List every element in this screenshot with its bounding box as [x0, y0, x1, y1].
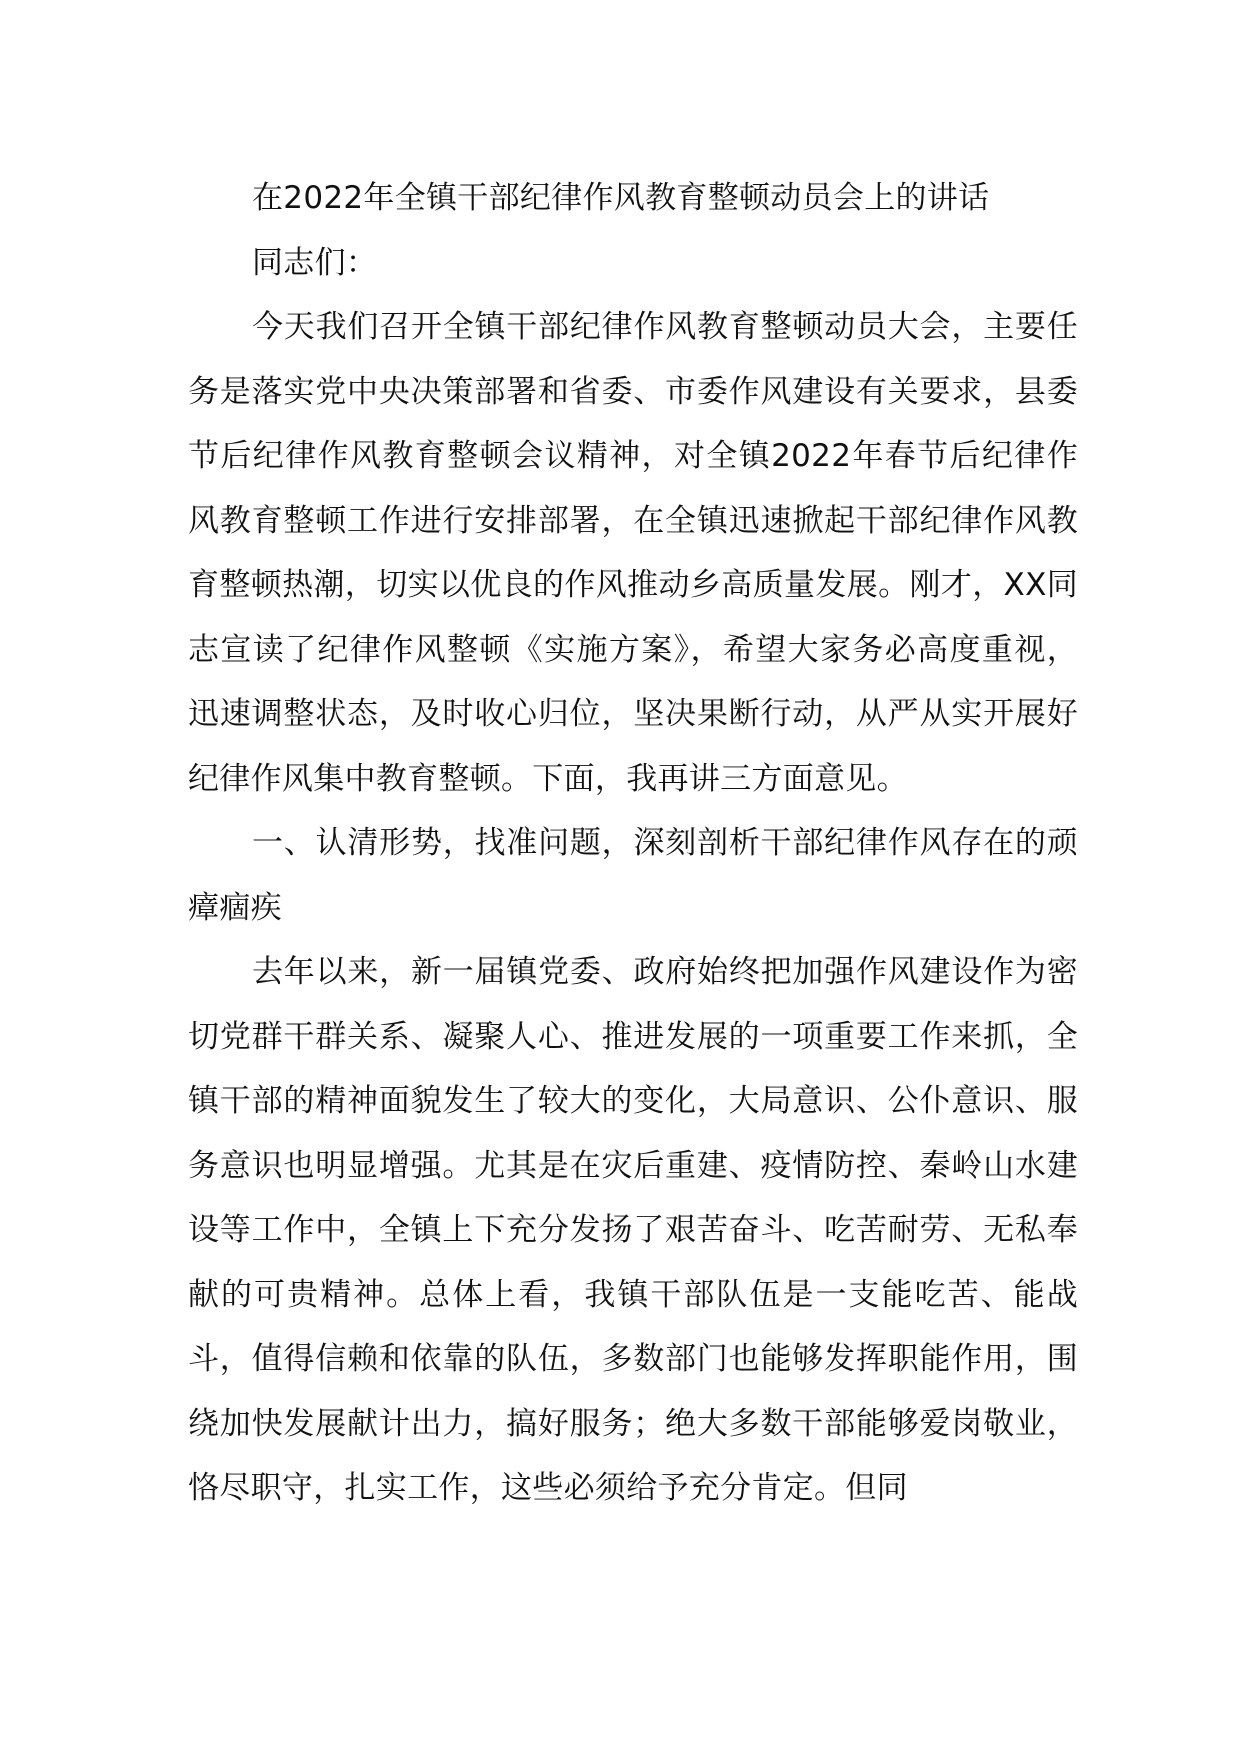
paragraph-section-one: 去年以来，新一届镇党委、政府始终把加强作风建设作为密切党群干群关系、凝聚人心、推进发展的一项重要工作来抓，全镇干部的精神面貌发生了较大的变化，大局意识、公仆意识、服务意识也明显增强。尤其是在灾后重建、疫情防控、秦岭山水建设等工作中，全镇上下充分发扬了艰苦奋斗、吃苦耐劳、无私奉献的可贵精神。总体上看，我镇干部队伍是一支能吃苦、能战斗，值得信赖和依靠的队伍，多数部门也能够发挥职能作用，围绕加快发展献计出力，搞好服务；绝大多数干部能够爱岗敬业，恪尽职守，扎实工作，这些必须给予充分肯定。但同: [188, 954, 1078, 1506]
paragraph-opening: 今天我们召开全镇干部纪律作风教育整顿动员大会，主要任务是落实党中央决策部署和省委、市委作风建设有关要求，县委节后纪律作风教育整顿会议精神，对全镇2022年春节后纪律作风教育整顿工作进行安排部署，在全镇迅速掀起干部纪律作风教育整顿热潮，切实以优良的作风推动乡高质量发展。刚才，XX同志宣读了纪律作风整顿《实施方案》，希望大家务必高度重视，迅速调整状态，及时收心归位，坚决果断行动，从严从实开展好纪律作风集中教育整顿。下面，我再讲三方面意见。: [188, 309, 1078, 797]
document-title: 在2022年全镇干部纪律作风教育整顿动员会上的讲话: [252, 180, 990, 216]
section-heading: 一、认清形势，找准问题，深刻剖析干部纪律作风存在的顽瘴痼疾: [188, 825, 1078, 926]
salutation: 同志们：: [252, 244, 378, 281]
document-body: [188, 166, 1078, 1521]
